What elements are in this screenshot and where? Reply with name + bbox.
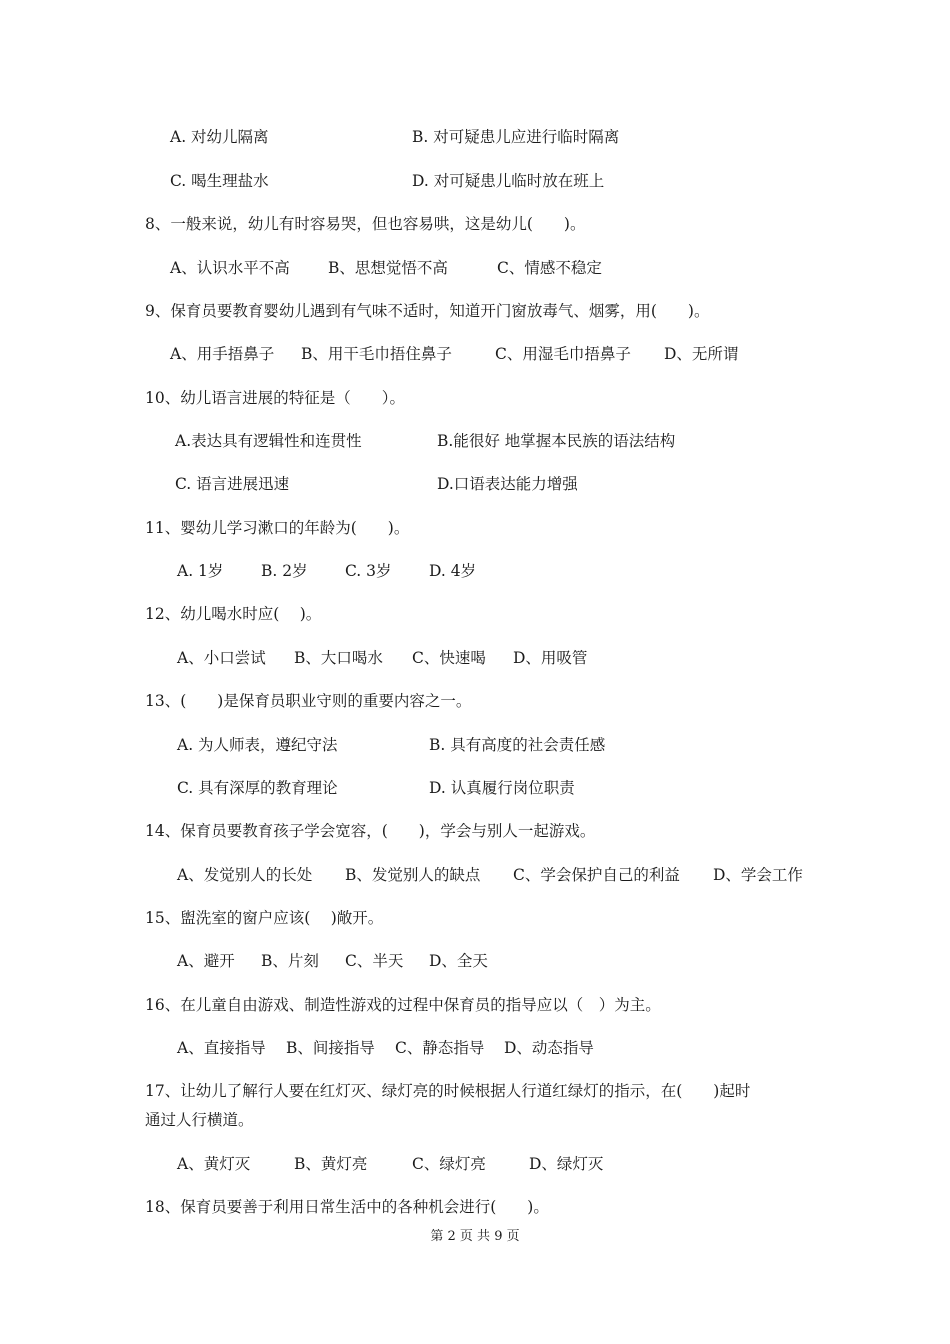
q8-option-a: A、认识水平不高 [170, 259, 290, 277]
q12-option-a: A、小口尝试 [177, 649, 266, 667]
q7-option-a: A. 对幼儿隔离 [170, 128, 269, 146]
q17-option-a: A、黄灯灭 [177, 1155, 251, 1173]
q12-option-b: B、大口喝水 [294, 649, 383, 667]
q15-option-a: A、避开 [177, 952, 235, 970]
q12-stem: 12、幼儿喝水时应( )。 [145, 605, 322, 623]
q13-option-c: C. 具有深厚的教育理论 [177, 779, 338, 797]
q9-stem: 9、保育员要教育婴幼儿遇到有气味不适时，知道开门窗放毒气、烟雾，用( )。 [145, 302, 710, 320]
q17-option-c: C、绿灯亮 [412, 1155, 486, 1173]
q14-stem: 14、保育员要教育孩子学会宽容，( )，学会与别人一起游戏。 [145, 822, 596, 840]
q16-option-c: C、静态指导 [395, 1039, 485, 1057]
q16-option-a: A、直接指导 [177, 1039, 266, 1057]
q13-option-d: D. 认真履行岗位职责 [429, 779, 575, 797]
q17-stem-line2: 通过人行横道。 [145, 1111, 254, 1129]
q13-option-b: B. 具有高度的社会责任感 [429, 736, 606, 754]
q10-option-b: B.能很好 地掌握本民族的语法结构 [437, 432, 676, 450]
q13-option-a: A. 为人师表，遵纪守法 [177, 736, 338, 754]
q12-option-c: C、快速喝 [412, 649, 486, 667]
page-number-footer: 第 2 页 共 9 页 [430, 1229, 520, 1244]
q15-option-d: D、全天 [429, 952, 488, 970]
q16-option-d: D、动态指导 [504, 1039, 594, 1057]
q11-option-b: B. 2岁 [261, 562, 308, 580]
q9-option-c: C、用湿毛巾捂鼻子 [495, 345, 631, 363]
q10-stem: 10、幼儿语言进展的特征是（ ）。 [145, 389, 405, 407]
q14-option-c: C、学会保护自己的利益 [513, 866, 680, 884]
q15-stem: 15、盥洗室的窗户应该( )敞开。 [145, 909, 384, 927]
q8-stem: 8、一般来说，幼儿有时容易哭，但也容易哄，这是幼儿( )。 [145, 215, 586, 233]
q11-option-a: A. 1岁 [177, 562, 224, 580]
q17-option-d: D、绿灯灭 [529, 1155, 604, 1173]
q8-option-b: B、思想觉悟不高 [328, 259, 448, 277]
q7-option-c: C. 喝生理盐水 [170, 172, 269, 190]
q15-option-c: C、半天 [345, 952, 404, 970]
q12-option-d: D、用吸管 [513, 649, 588, 667]
q14-option-d: D、学会工作 [713, 866, 803, 884]
q9-option-b: B、用干毛巾捂住鼻子 [301, 345, 452, 363]
q9-option-a: A、用手捂鼻子 [170, 345, 275, 363]
q17-option-b: B、黄灯亮 [294, 1155, 368, 1173]
q10-option-a: A.表达具有逻辑性和连贯性 [175, 432, 362, 450]
q15-option-b: B、片刻 [261, 952, 319, 970]
q14-option-b: B、发觉别人的缺点 [345, 866, 481, 884]
q16-option-b: B、间接指导 [286, 1039, 375, 1057]
q11-option-d: D. 4岁 [429, 562, 477, 580]
q10-option-c: C. 语言进展迅速 [175, 475, 290, 493]
q18-stem: 18、保育员要善于利用日常生活中的各种机会进行( )。 [145, 1198, 549, 1216]
q16-stem: 16、在儿童自由游戏、制造性游戏的过程中保育员的指导应以（ ）为主。 [145, 996, 661, 1014]
q10-option-d: D.口语表达能力增强 [437, 475, 578, 493]
q11-stem: 11、婴幼儿学习漱口的年龄为( )。 [145, 519, 410, 537]
q9-option-d: D、无所谓 [664, 345, 739, 363]
q17-stem-line1: 17、让幼儿了解行人要在红灯灭、绿灯亮的时候根据人行道红绿灯的指示，在( )起时 [145, 1082, 751, 1100]
q11-option-c: C. 3岁 [345, 562, 392, 580]
q8-option-c: C、情感不稳定 [497, 259, 602, 277]
q13-stem: 13、( )是保育员职业守则的重要内容之一。 [145, 692, 472, 710]
q7-option-d: D. 对可疑患儿临时放在班上 [412, 172, 605, 190]
q7-option-b: B. 对可疑患儿应进行临时隔离 [412, 128, 620, 146]
q14-option-a: A、发觉别人的长处 [177, 866, 313, 884]
